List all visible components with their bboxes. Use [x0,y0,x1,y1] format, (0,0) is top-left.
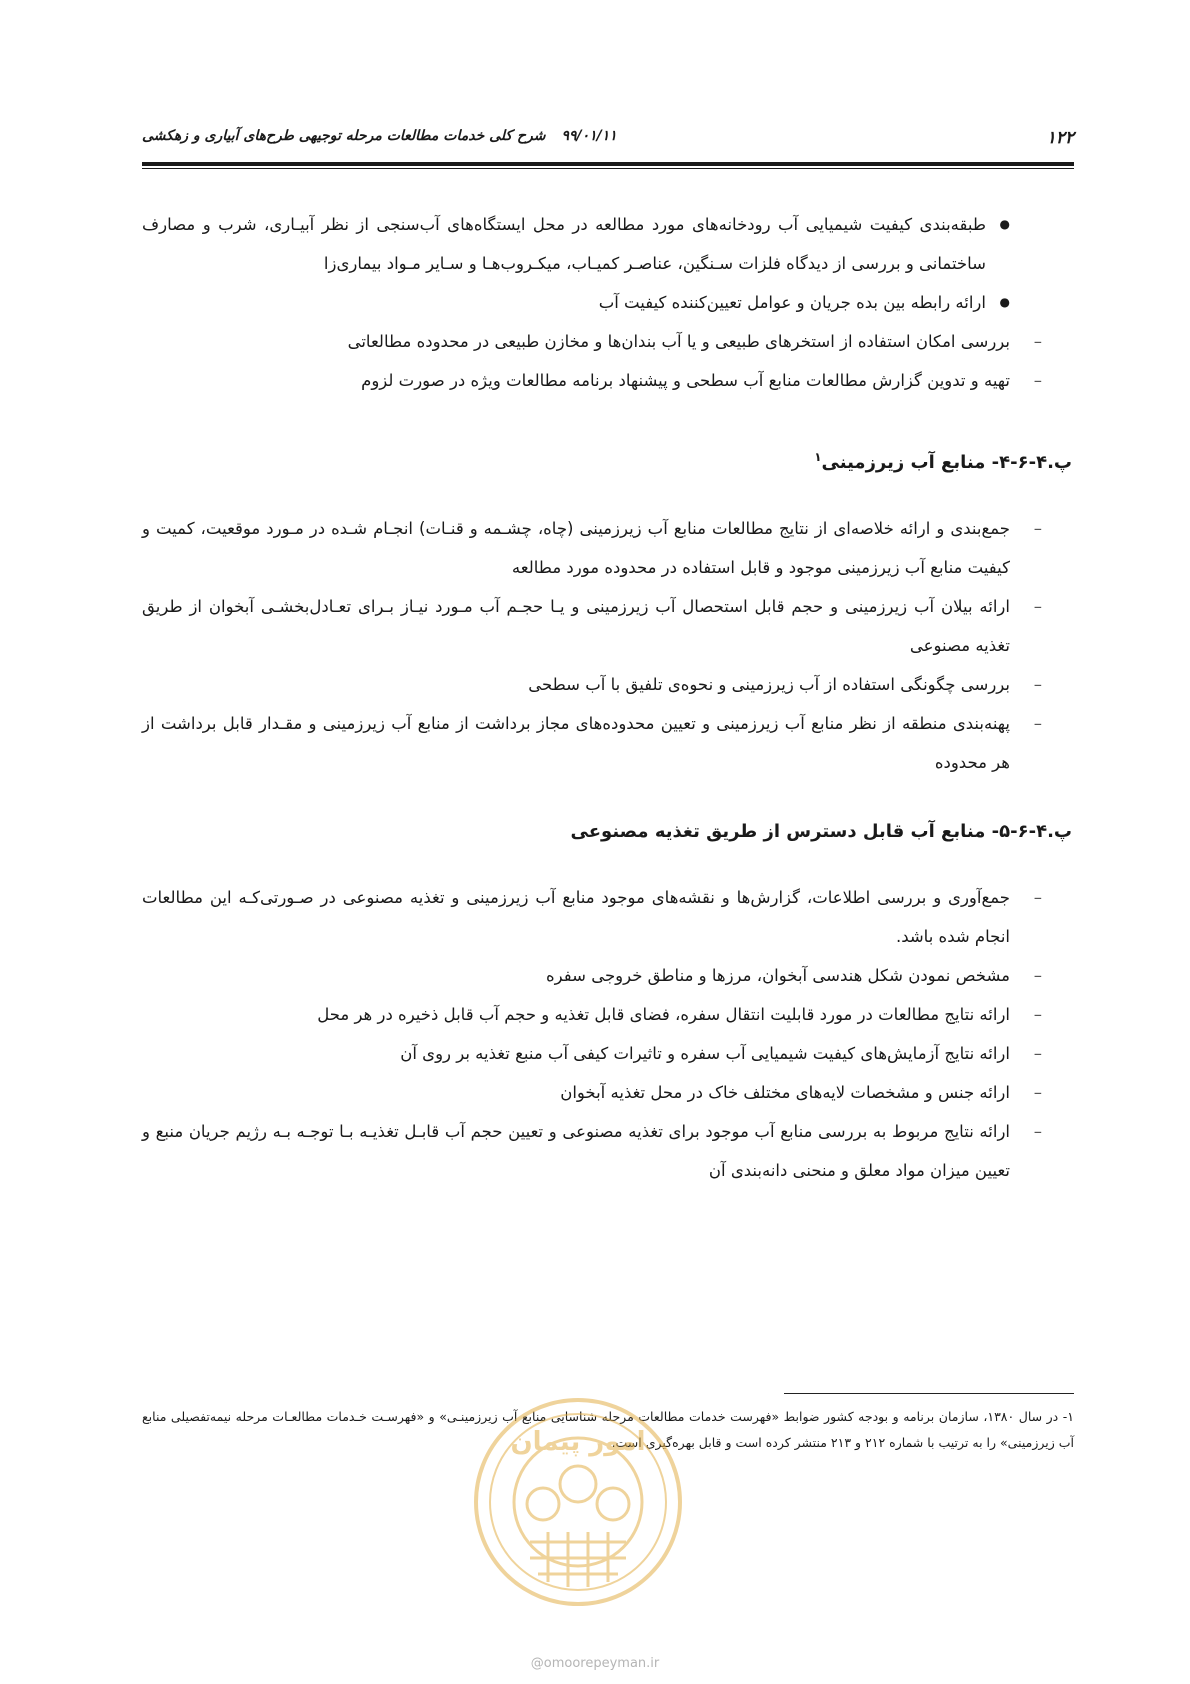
header-date: ۹۹/۰۱/۱۱ [561,128,617,144]
list-item: – ارائه جنس و مشخصات لایه‌های مختلف خاک در محل تغذیه آبخوان [142,1073,1044,1112]
groundwater-list [142,509,1074,782]
header-rule-thin [142,168,1074,169]
surface-water-list [142,205,1074,400]
watermark-seal-icon [468,1392,688,1612]
list-item: – ارائه نتایج مربوط به بررسی منابع آب موجود برای تغذیه مصنوعی و تعیین حجم آب قابـل تغذیـه بـا توجـه بـه رژیم جریان منبع و تعیین میزان مواد معلق و منحنی دانه‌بندی آن [142,1112,1044,1190]
list-item: – مشخص نمودن شکل هندسی آبخوان، مرزها و مناطق خروجی سفره [142,956,1044,995]
list-item: – جمع‌بندی و ارائه خلاصه‌ای از نتایج مطالعات منابع آب زیرزمینی (چاه، چشـمه و قنـات) انجـام شـده در مـورد موقعیت، کمیت و کیفیت منابع آب زیرزمینی موجود و قابل استفاده در محدوده مورد مطالعه [142,509,1044,587]
section-title-text: پ.۴-۶-۴- منابع آب زیرزمینی [821,452,1072,473]
list-item: – ارائه بیلان آب زیرزمینی و حجم قابل استحصال آب زیرزمینی و یـا حجـم آب مـورد نیـاز بـرای تعـادل‌بخشـی آبخوان از طریق تغذیه مصنوعی [142,587,1044,665]
section-title-groundwater [142,437,1074,483]
page-header [142,128,1074,154]
list-item: ● طبقه‌بندی کیفیت شیمیایی آب رودخانه‌های مورد مطالعه در محل ایستگاه‌های آب‌سنجی از نظر آبیـاری، شرب و مصارف ساختمانی و بررسی از دیدگاه فلزات سـنگین، عناصـر کمیـاب، میکـروب‌هـا و سـایر مـواد بیماری‌زا [142,205,1024,283]
list-item: – تهیه و تدوین گزارش مطالعات منابع آب سطحی و پیشنهاد برنامه مطالعات ویژه در صورت لزوم [142,361,1044,400]
list-item: ● ارائه رابطه بین بده جریان و عوامل تعیین‌کننده کیفیت آب [142,283,1024,322]
list-item: – پهنه‌بندی منطقه از نظر منابع آب زیرزمینی و تعیین محدوده‌های مجاز برداشت از منابع آب زیرزمینی و مقـدار قابل برداشت از هر محدوده [142,704,1044,782]
list-item: – ارائه نتایج مطالعات در مورد قابلیت انتقال سفره، فضای قابل تغذیه و حجم آب قابل ذخیره در هر محل [142,995,1044,1034]
footnote: ۱- در سال ۱۳۸۰، سازمان برنامه و بودجه کشور ضوابط «فهرست خدمات مطالعات مرحله شناسایی منابع آب زیرزمینـی» و «فهرسـت خـدمات مطالعـات مرحله نیمه‌تفصیلی منابع آب زیرزمینی» را به ترتیب با شماره ۲۱۲ و ۲۱۳ منتشر کرده است و قابل بهره‌گیری است. [142,1409,1074,1450]
footnote-separator [784,1393,1074,1394]
running-title [142,128,617,144]
list-item: – جمع‌آوری و بررسی اطلاعات، گزارش‌ها و نقشه‌های موجود منابع آب زیرزمینی و تغذیه مصنوعی در صـورتی‌کـه این مطالعات انجام شده باشد. [142,878,1044,956]
recharge-list [142,878,1074,1190]
footnote-reference: ۱ [814,450,822,464]
list-item: – بررسی چگونگی استفاده از آب زیرزمینی و نحوه‌ی تلفیق با آب سطحی [142,665,1044,704]
watermark-website: @omoorepeyman.ir [530,1656,660,1671]
list-item: – بررسی امکان استفاده از استخرهای طبیعی و یا آب بندان‌ها و مخازن طبیعی در محدوده مطالعاتی [142,322,1044,361]
list-item: – ارائه نتایج آزمایش‌های کیفیت شیمیایی آب سفره و تاثیرات کیفی آب منبع تغذیه بر روی آن [142,1034,1044,1073]
page-number: ۱۲۲ [1046,128,1074,148]
watermark-seal-text: امور پیمان [510,1427,646,1457]
section-title-recharge: پ.۴-۶-۵- منابع آب قابل دسترس از طریق تغذیه مصنوعی [570,821,1072,842]
header-title: شرح کلی خدمات مطالعات مرحله توجیهی طرح‌های آبیاری و زهکشی [142,128,546,144]
main-content [142,205,1074,1190]
header-rule-thick [142,162,1074,166]
